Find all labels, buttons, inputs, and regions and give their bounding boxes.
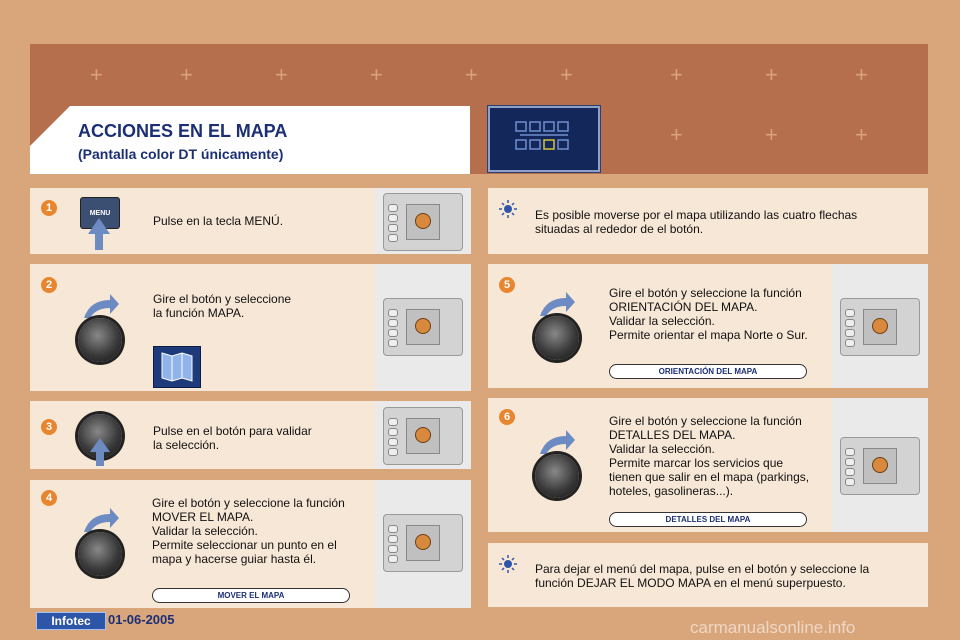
function-label-pill: ORIENTACIÓN DEL MAPA — [609, 364, 807, 379]
plus-decoration-icon: + — [855, 122, 868, 147]
tip-text: Para dejar el menú del mapa, pulse en el botón y seleccione la función DEJAR EL MODO MAPA en el menú superpuesto. — [535, 562, 870, 590]
plus-decoration-icon: + — [370, 62, 383, 87]
radio-unit-image — [840, 298, 920, 356]
plus-decoration-icon: + — [465, 62, 478, 87]
step-badge: 1 — [41, 200, 57, 216]
step-badge: 2 — [41, 277, 57, 293]
step-text: Gire el botón y seleccione la función MAPA. — [153, 292, 292, 320]
radio-unit-image — [383, 298, 463, 356]
step-text: Pulse en el botón para validar la selección. — [153, 424, 312, 452]
radio-unit-image — [840, 437, 920, 495]
step-badge: 3 — [41, 419, 57, 435]
plus-decoration-icon: + — [765, 122, 778, 147]
plus-decoration-icon: + — [560, 62, 573, 87]
step-text: Gire el botón y seleccione la función MOVER EL MAPA. Validar la selección. Permite seleccionar un punto en el mapa y hacerse guiar hasta él. — [152, 496, 345, 566]
step-badge: 6 — [499, 409, 515, 425]
plus-decoration-icon: + — [855, 62, 868, 87]
rotary-knob-icon — [535, 454, 579, 498]
rotate-arrow-icon — [82, 506, 120, 534]
rotary-knob-icon — [78, 532, 122, 576]
step-badge: 5 — [499, 277, 515, 293]
step-text: Gire el botón y seleccione la función DETALLES DEL MAPA. Validar la selección. Permite marcar los servicios que tienen que salir en el mapa (parkings, hoteles, gasolineras...). — [609, 414, 810, 498]
page-subtitle: (Pantalla color DT únicamente) — [78, 146, 284, 162]
tip-text: Es posible moverse por el mapa utilizando las cuatro flechas situadas al rededor de el botón. — [535, 208, 858, 236]
watermark: carmanualsonline.info — [690, 618, 856, 637]
lightbulb-icon — [499, 200, 517, 218]
screen-grid-icon — [490, 108, 598, 170]
plus-decoration-icon: + — [670, 122, 683, 147]
rotate-arrow-icon — [82, 292, 120, 320]
rotary-knob-icon — [78, 318, 122, 362]
map-function-icon — [153, 346, 201, 388]
radio-unit-image — [383, 514, 463, 572]
display-screen-image — [488, 106, 600, 172]
lightbulb-icon — [499, 555, 517, 573]
radio-unit-image — [383, 193, 463, 251]
plus-decoration-icon: + — [670, 62, 683, 87]
menu-key-label: MENU — [89, 210, 111, 217]
radio-unit-image — [383, 407, 463, 465]
plus-decoration-icon: + — [275, 62, 288, 87]
arrow-up-icon — [90, 438, 110, 466]
plus-decoration-icon: + — [765, 62, 778, 87]
function-label-pill: DETALLES DEL MAPA — [609, 512, 807, 527]
plus-decoration-icon: + — [180, 62, 193, 87]
step-badge: 4 — [41, 490, 57, 506]
rotary-knob-icon — [535, 316, 579, 360]
rotate-arrow-icon — [538, 428, 576, 456]
plus-decoration-icon: + — [90, 62, 103, 87]
step-text: Gire el botón y seleccione la función ORIENTACIÓN DEL MAPA. Validar la selección. Permite orientar el mapa Norte o Sur. — [609, 286, 808, 342]
rotate-arrow-icon — [538, 290, 576, 318]
page-title: ACCIONES EN EL MAPA — [78, 121, 288, 141]
step-text: Pulse en la tecla MENÚ. — [153, 214, 284, 228]
footer-date: 01-06-2005 — [108, 612, 175, 627]
function-label-pill: MOVER EL MAPA — [152, 588, 350, 603]
arrow-up-icon — [88, 218, 110, 250]
infotec-logo: Infotec — [36, 612, 106, 630]
